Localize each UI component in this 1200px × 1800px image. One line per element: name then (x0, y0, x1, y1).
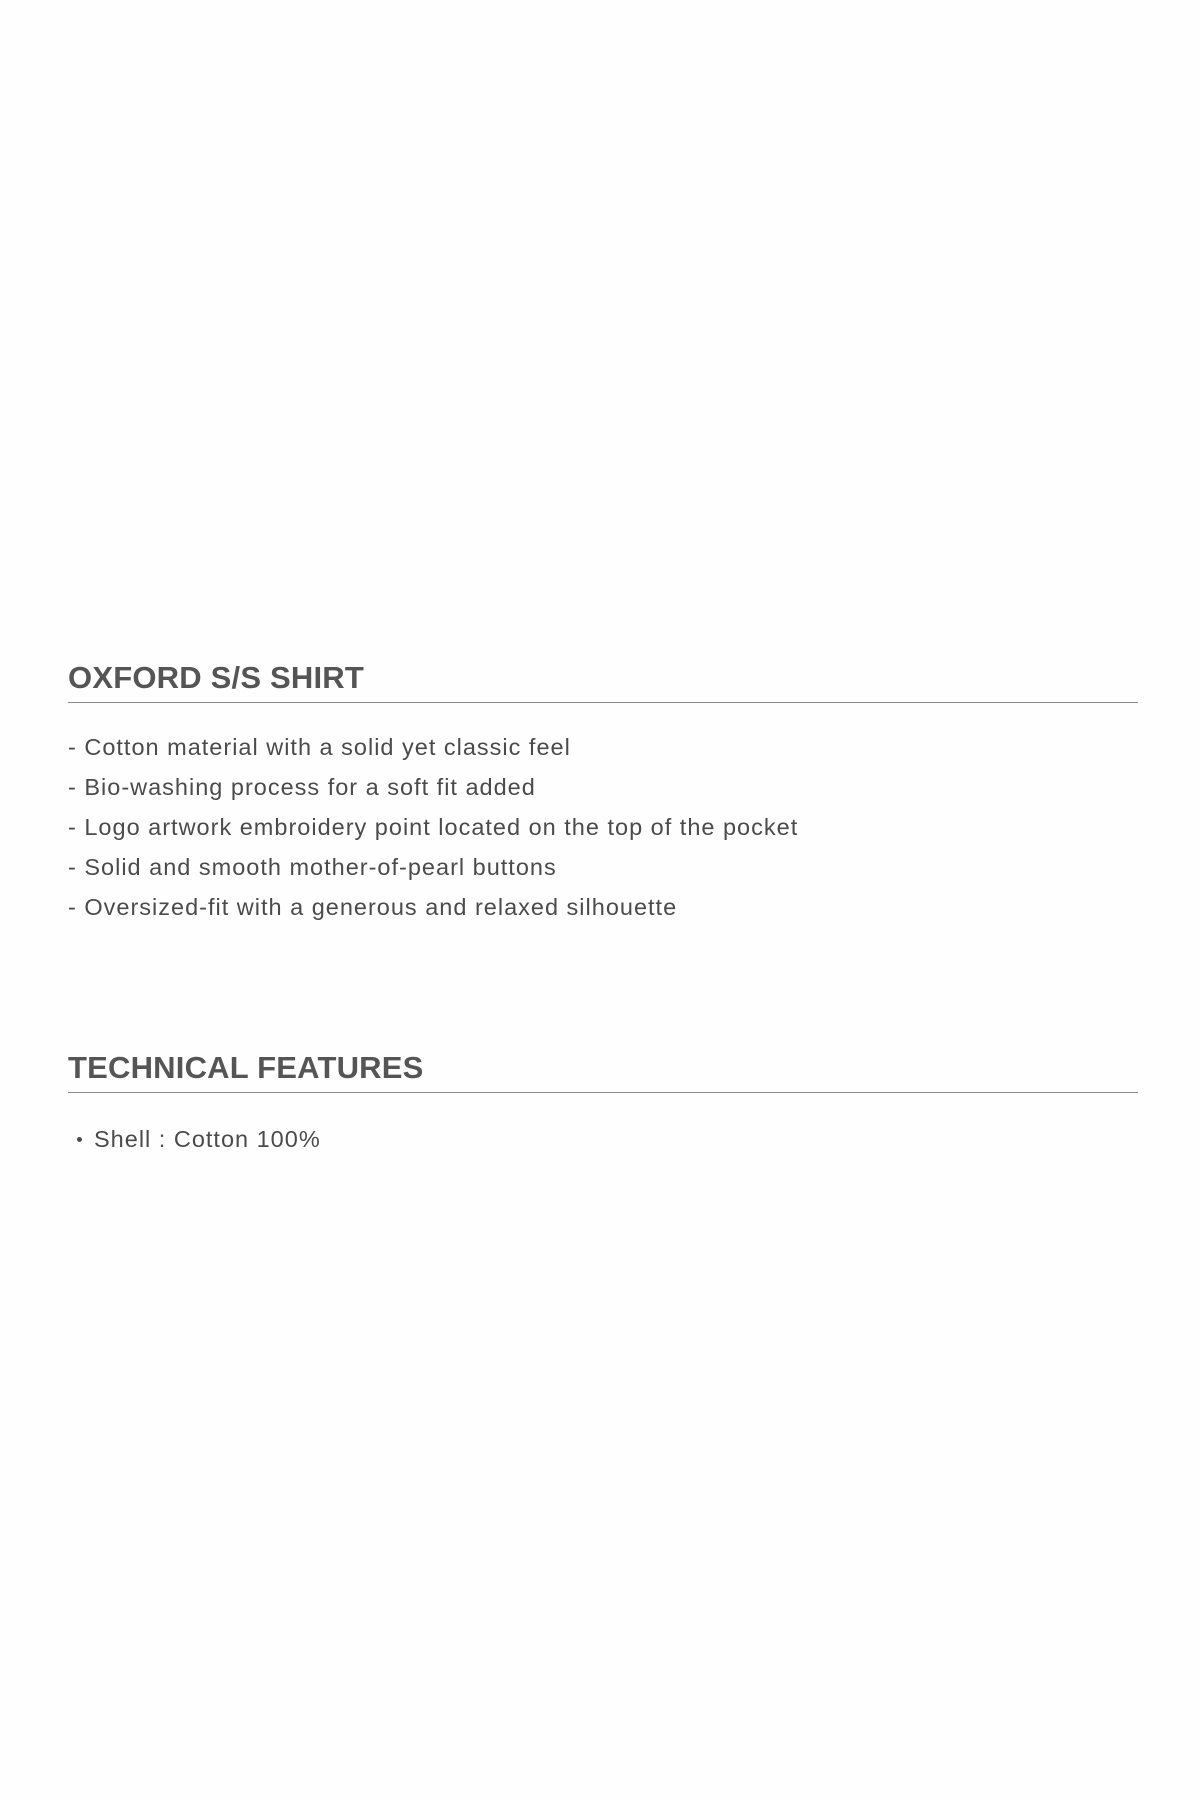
detail-item: - Oversized-fit with a generous and relaxed silhouette (68, 894, 678, 920)
product-description-section (68, 660, 1138, 927)
technical-features-section (68, 1050, 1138, 1159)
feature-text: Shell : Cotton 100% (94, 1126, 321, 1152)
technical-features-title: TECHNICAL FEATURES (68, 1050, 424, 1085)
feature-item (68, 1119, 1138, 1159)
product-title: OXFORD S/S SHIRT (68, 660, 365, 695)
technical-features-list (68, 1119, 1138, 1159)
detail-item: - Logo artwork embroidery point located on the top of the pocket (68, 814, 799, 840)
bullet-icon (77, 1137, 82, 1142)
product-details-list (68, 727, 1138, 927)
detail-item: - Cotton material with a solid yet classic feel (68, 734, 571, 760)
section-divider (68, 702, 1138, 703)
detail-item: - Bio-washing process for a soft fit added (68, 774, 536, 800)
detail-item: - Solid and smooth mother-of-pearl buttons (68, 854, 557, 880)
section-divider (68, 1092, 1138, 1093)
